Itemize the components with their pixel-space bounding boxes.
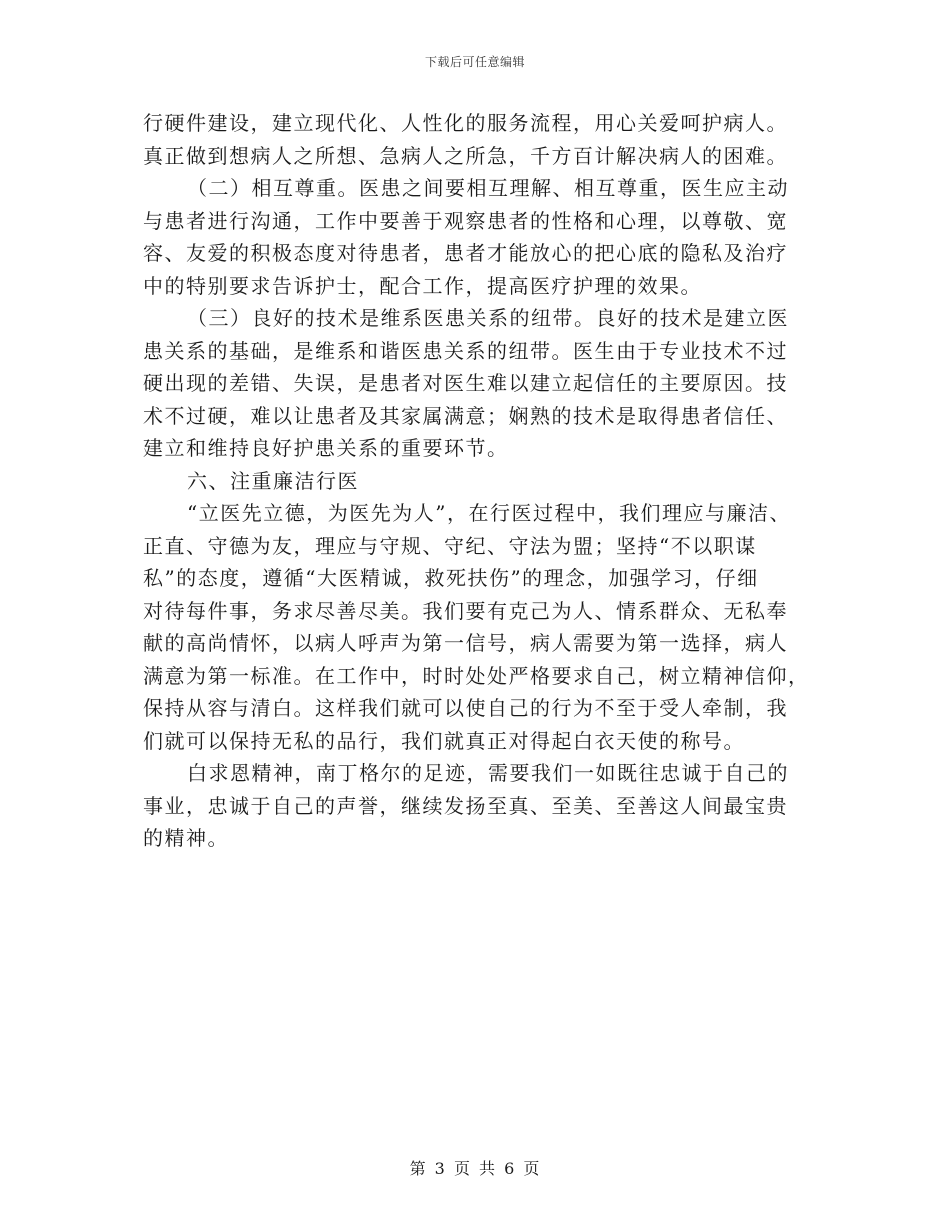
text-line: 对待每件事，务求尽善尽美。我们要有克己为人、情系群众、无私奉	[143, 598, 788, 623]
page-header: 下载后可任意编辑	[424, 55, 525, 69]
text-line: 献的高尚情怀，以病人呼声为第一信号，病人需要为第一选择，病人	[143, 631, 788, 655]
text-line: 术不过硬，难以让患者及其家属满意；娴熟的技术是取得患者信任、	[143, 403, 788, 428]
text-line: 们就可以保持无私的品行，我们就真正对得起白衣天使的称号。	[143, 728, 745, 753]
text-line: 六、注重廉洁行医	[187, 468, 359, 493]
text-line: 私”的态度，遵循“大医精诚，救死扶伤”的理念，加强学习，仔细	[143, 566, 759, 590]
text-line: 行硬件建设，建立现代化、人性化的服务流程，用心关爱呵护病人。	[143, 111, 788, 135]
text-line: 建立和维持良好护患关系的重要环节。	[143, 436, 509, 460]
text-line: 正直、守德为友，理应与守规、守纪、守法为盟；坚持“不以职谋	[143, 533, 757, 558]
text-line: （三）良好的技术是维系医患关系的纽带。良好的技术是建立医	[187, 306, 789, 330]
text-line: 硬出现的差错、失误，是患者对医生难以建立起信任的主要原因。技	[143, 371, 788, 395]
text-line: （二）相互尊重。医患之间要相互理解、相互尊重，医生应主动	[187, 176, 789, 200]
text-line: 与患者进行沟通，工作中要善于观察患者的性格和心理，以尊敬、宽	[143, 208, 788, 233]
text-line: 真正做到想病人之所想、急病人之所急，千方百计解决病人的困难。	[143, 143, 788, 168]
text-line: 保持从容与清白。这样我们就可以使自己的行为不至于受人牵制，我	[143, 696, 788, 720]
text-line: 中的特别要求告诉护士，配合工作，提高医疗护理的效果。	[143, 273, 702, 298]
text-line: 事业，忠诚于自己的声誉，继续发扬至真、至美、至善这人间最宝贵	[143, 793, 788, 818]
text-line: 的精神。	[143, 826, 229, 850]
text-line: 容、友爱的积极态度对待患者，患者才能放心的把心底的隐私及治疗	[143, 241, 788, 265]
text-line: “立医先立德，为医先为人”，在行医过程中，我们理应与廉洁、	[187, 501, 791, 525]
document-body	[143, 107, 823, 855]
page-number-footer: 第 3 页 共 6 页	[409, 1159, 541, 1178]
text-line: 白求恩精神，南丁格尔的足迹，需要我们一如既往忠诚于自己的	[187, 761, 789, 785]
text-line: 满意为第一标准。在工作中，时时处处严格要求自己，树立精神信仰，	[143, 663, 810, 688]
text-line: 患关系的基础，是维系和谐医患关系的纽带。医生由于专业技术不过	[143, 338, 788, 363]
